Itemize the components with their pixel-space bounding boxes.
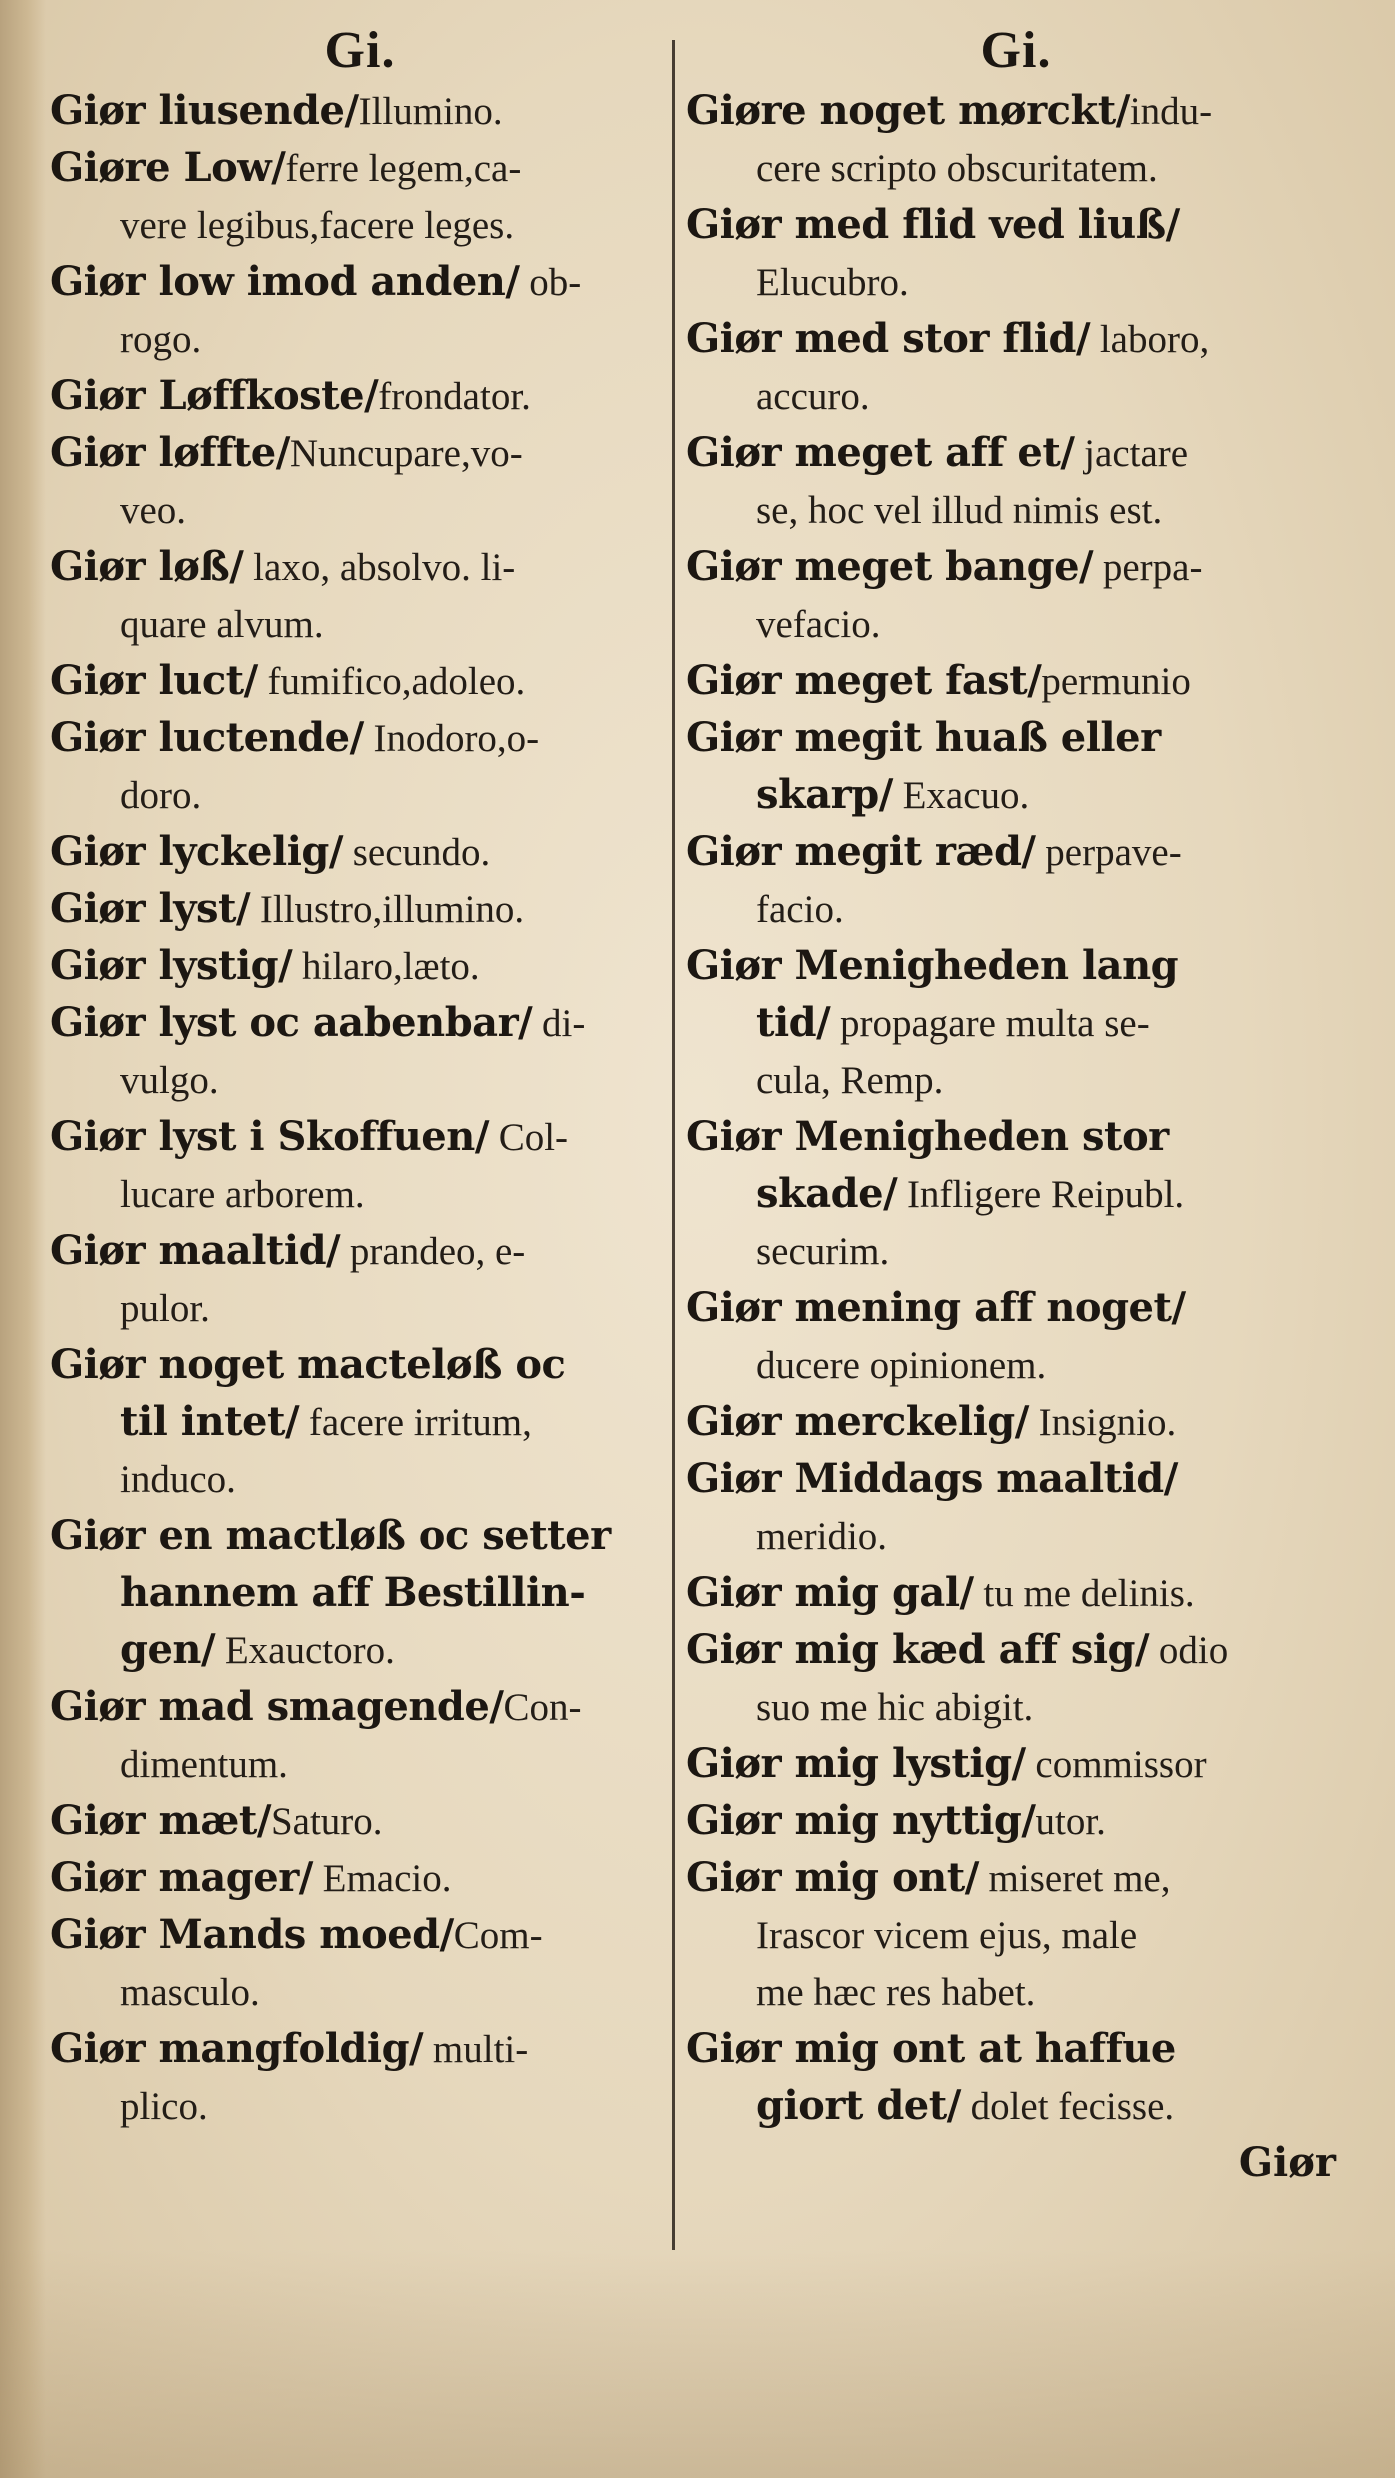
dictionary-entry [686, 823, 1346, 937]
danish-headword: Giør megit ræd/ [686, 828, 1036, 875]
latin-gloss: Nuncupare,vo- [289, 432, 523, 475]
latin-gloss: doro. [120, 774, 202, 817]
danish-headword: Giør meget aff et/ [686, 429, 1075, 476]
entry-line [50, 139, 670, 196]
entry-continuation-line [686, 1222, 1346, 1279]
entry-continuation-line [686, 1906, 1346, 1963]
running-head-left: Gi. [324, 22, 396, 79]
dictionary-entry [686, 1735, 1346, 1792]
entry-line [686, 652, 1346, 709]
dictionary-entry [50, 538, 670, 652]
entry-line [686, 1564, 1346, 1621]
latin-gloss: frondator. [378, 375, 531, 418]
latin-gloss: facio. [756, 888, 844, 931]
danish-headword: Giør lyst/ [50, 885, 251, 932]
entry-continuation-line [686, 1678, 1346, 1735]
danish-headword: Giør mangfoldig/ [50, 2025, 424, 2072]
entry-line [50, 1792, 670, 1849]
latin-gloss: Exacuo. [892, 774, 1030, 817]
entry-line [50, 367, 670, 424]
dictionary-entry [50, 82, 670, 139]
dictionary-entry [50, 823, 670, 880]
latin-gloss: pulor. [120, 1287, 210, 1330]
entry-continuation-line [686, 994, 1346, 1051]
dictionary-entry [686, 538, 1346, 652]
entry-line [50, 823, 670, 880]
right-column [686, 20, 1346, 2191]
latin-gloss: propagare multa se- [830, 1002, 1150, 1045]
latin-gloss: Con- [503, 1686, 582, 1729]
danish-headword: skade/ [756, 1170, 898, 1217]
dictionary-entry [50, 1906, 670, 2020]
danish-headword: gen/ [120, 1626, 216, 1673]
left-entry-list [50, 82, 670, 2134]
danish-headword: Giør maaltid/ [50, 1227, 341, 1274]
dictionary-entry [50, 139, 670, 253]
danish-headword: Giøre noget mørckt/ [686, 87, 1130, 134]
danish-headword: Giør mager/ [50, 1854, 313, 1901]
entry-line [50, 994, 670, 1051]
dictionary-entry [686, 1564, 1346, 1621]
dictionary-entry [686, 424, 1346, 538]
danish-headword: Giør mig lystig/ [686, 1740, 1026, 1787]
entry-continuation-line [50, 1051, 670, 1108]
danish-headword: Giør Mands moed/ [50, 1911, 454, 1958]
latin-gloss: me hæc res habet. [756, 1971, 1036, 2014]
entry-continuation-line [50, 595, 670, 652]
dictionary-entry [50, 652, 670, 709]
entry-continuation-line [50, 1735, 670, 1792]
catchword: Giør [1238, 2139, 1336, 2186]
entry-line [686, 538, 1346, 595]
entry-line [50, 1507, 670, 1564]
latin-gloss: dimentum. [120, 1743, 288, 1786]
dictionary-entry [686, 709, 1346, 823]
danish-headword: Giør løß/ [50, 543, 244, 590]
latin-gloss: secundo. [342, 831, 491, 874]
entry-continuation-line [686, 481, 1346, 538]
entry-line [50, 1336, 670, 1393]
latin-gloss: se, hoc vel illud nimis est. [756, 489, 1163, 532]
latin-gloss: utor. [1035, 1800, 1106, 1843]
danish-headword: hannem aff Bestillin- [120, 1569, 586, 1616]
latin-gloss: accuro. [756, 375, 870, 418]
entry-line [50, 652, 670, 709]
latin-gloss: Illumino. [358, 90, 503, 133]
danish-headword: giort det/ [756, 2082, 961, 2129]
entry-line [50, 1222, 670, 1279]
latin-gloss: Com- [453, 1914, 543, 1957]
entry-continuation-line [50, 1393, 670, 1450]
latin-gloss: vulgo. [120, 1059, 219, 1102]
danish-headword: Giør mad smagende/ [50, 1683, 504, 1730]
entry-line [686, 424, 1346, 481]
latin-gloss: vere legibus,facere leges. [120, 204, 515, 247]
latin-gloss: plico. [120, 2085, 208, 2128]
danish-headword: Giør mening aff noget/ [686, 1284, 1186, 1331]
danish-headword: Giør meget bange/ [686, 543, 1094, 590]
right-entry-list [686, 82, 1346, 2134]
latin-gloss: permunio [1041, 660, 1191, 703]
danish-headword: Giør low imod anden/ [50, 258, 520, 305]
dictionary-entry [50, 709, 670, 823]
dictionary-entry [686, 310, 1346, 424]
latin-gloss: commissor [1025, 1743, 1207, 1786]
dictionary-entry [50, 1336, 670, 1507]
entry-continuation-line [50, 1621, 670, 1678]
entry-line [686, 937, 1346, 994]
entry-continuation-line [686, 2077, 1346, 2134]
dictionary-entry [50, 1108, 670, 1222]
entry-line [50, 82, 670, 139]
danish-headword: Giør mæt/ [50, 1797, 271, 1844]
latin-gloss: di- [532, 1002, 586, 1045]
entry-continuation-line [686, 1165, 1346, 1222]
danish-headword: Giør Middags maaltid/ [686, 1455, 1178, 1502]
dictionary-entry [50, 880, 670, 937]
danish-headword: Giør med flid ved liuß/ [686, 201, 1180, 248]
entry-continuation-line [50, 1165, 670, 1222]
danish-headword: Giør mig kæd aff sig/ [686, 1626, 1150, 1673]
latin-gloss: Elucubro. [756, 261, 909, 304]
entry-line [686, 709, 1346, 766]
entry-continuation-line [50, 766, 670, 823]
entry-line [686, 823, 1346, 880]
entry-continuation-line [686, 880, 1346, 937]
column-divider [672, 40, 675, 2250]
danish-headword: til intet/ [120, 1398, 300, 1445]
entry-line [686, 82, 1346, 139]
entry-line [686, 1792, 1346, 1849]
dictionary-entry [50, 1849, 670, 1906]
entry-line [686, 196, 1346, 253]
danish-headword: Giør luct/ [50, 657, 258, 704]
dictionary-entry [686, 652, 1346, 709]
dictionary-entry [686, 2020, 1346, 2134]
dictionary-entry [686, 1108, 1346, 1279]
entry-line [50, 1678, 670, 1735]
latin-gloss: perpave- [1035, 831, 1182, 874]
latin-gloss: cula, Remp. [756, 1059, 944, 1102]
latin-gloss: Emacio. [312, 1857, 452, 1900]
entry-continuation-line [686, 595, 1346, 652]
danish-headword: Giør Menigheden stor [686, 1113, 1169, 1160]
running-head-right: Gi. [980, 22, 1052, 79]
danish-headword: Giør mig gal/ [686, 1569, 974, 1616]
latin-gloss: cere scripto obscuritatem. [756, 147, 1158, 190]
entry-line [686, 1450, 1346, 1507]
latin-gloss: securim. [756, 1230, 890, 1273]
danish-headword: skarp/ [756, 771, 893, 818]
latin-gloss: odio [1149, 1629, 1229, 1672]
latin-gloss: indu- [1129, 90, 1213, 133]
entry-continuation-line [686, 139, 1346, 196]
dictionary-entry [686, 82, 1346, 196]
entry-continuation-line [50, 1279, 670, 1336]
entry-line [50, 2020, 670, 2077]
latin-gloss: quare alvum. [120, 603, 324, 646]
latin-gloss: induco. [120, 1458, 236, 1501]
entry-continuation-line [50, 1963, 670, 2020]
entry-line [50, 880, 670, 937]
danish-headword: Giør en mactløß oc setter [50, 1512, 611, 1559]
danish-headword: Giør luctende/ [50, 714, 364, 761]
danish-headword: Giør løffte/ [50, 429, 290, 476]
latin-gloss: Col- [488, 1116, 569, 1159]
latin-gloss: Saturo. [270, 1800, 383, 1843]
entry-line [686, 310, 1346, 367]
dictionary-entry [50, 424, 670, 538]
latin-gloss: ob- [519, 261, 582, 304]
danish-headword: Giør lyckelig/ [50, 828, 343, 875]
latin-gloss: rogo. [120, 318, 202, 361]
dictionary-entry [686, 1279, 1346, 1393]
entry-continuation-line [50, 2077, 670, 2134]
latin-gloss: Irascor vicem ejus, male [756, 1914, 1138, 1957]
latin-gloss: vefacio. [756, 603, 881, 646]
entry-continuation-line [50, 1564, 670, 1621]
latin-gloss: Insignio. [1028, 1401, 1177, 1444]
latin-gloss: laxo, absolvo. li- [243, 546, 516, 589]
latin-gloss: ferre legem,ca- [285, 147, 522, 190]
danish-headword: Giør megit huaß eller [686, 714, 1161, 761]
entry-line [50, 937, 670, 994]
entry-continuation-line [686, 766, 1346, 823]
latin-gloss: masculo. [120, 1971, 260, 2014]
dictionary-entry [50, 367, 670, 424]
entry-continuation-line [50, 1450, 670, 1507]
dictionary-entry [50, 1222, 670, 1336]
latin-gloss: suo me hic abigit. [756, 1686, 1034, 1729]
danish-headword: Giør Løffkoste/ [50, 372, 379, 419]
entry-line [686, 1108, 1346, 1165]
entry-continuation-line [686, 1963, 1346, 2020]
latin-gloss: hilaro,læto. [292, 945, 480, 988]
entry-line [50, 709, 670, 766]
entry-continuation-line [686, 367, 1346, 424]
latin-gloss: Illustro,illumino. [250, 888, 525, 931]
danish-headword: Giør lyst oc aabenbar/ [50, 999, 533, 1046]
latin-gloss: Infligere Reipubl. [897, 1173, 1185, 1216]
dictionary-entry [50, 253, 670, 367]
latin-gloss: perpa- [1093, 546, 1203, 589]
entry-continuation-line [686, 1336, 1346, 1393]
entry-line [686, 1849, 1346, 1906]
entry-continuation-line [50, 310, 670, 367]
danish-headword: Giør med stor flid/ [686, 315, 1091, 362]
entry-continuation-line [686, 253, 1346, 310]
dictionary-entry [686, 1450, 1346, 1564]
dictionary-entry [686, 1393, 1346, 1450]
entry-line [50, 424, 670, 481]
latin-gloss: lucare arborem. [120, 1173, 365, 1216]
danish-headword: Giøre Low/ [50, 144, 286, 191]
entry-line [686, 1393, 1346, 1450]
latin-gloss: veo. [120, 489, 187, 532]
entry-line [50, 1849, 670, 1906]
dictionary-entry [686, 1621, 1346, 1735]
dictionary-entry [50, 937, 670, 994]
entry-continuation-line [686, 1051, 1346, 1108]
danish-headword: Giør noget macteløß oc [50, 1341, 566, 1388]
latin-gloss: Exauctoro. [215, 1629, 395, 1672]
latin-gloss: dolet fecisse. [960, 2085, 1175, 2128]
entry-continuation-line [50, 481, 670, 538]
danish-headword: Giør Menigheden lang [686, 942, 1179, 989]
dictionary-entry [50, 1792, 670, 1849]
latin-gloss: ducere opinionem. [756, 1344, 1047, 1387]
latin-gloss: laboro, [1090, 318, 1210, 361]
latin-gloss: facere irritum, [299, 1401, 532, 1444]
dictionary-entry [686, 196, 1346, 310]
dictionary-entry [686, 1792, 1346, 1849]
latin-gloss: meridio. [756, 1515, 888, 1558]
entry-line [50, 538, 670, 595]
entry-line [50, 1906, 670, 1963]
entry-continuation-line [686, 1507, 1346, 1564]
danish-headword: Giør mig ont/ [686, 1854, 979, 1901]
dictionary-entry [686, 1849, 1346, 2020]
dictionary-entry [686, 937, 1346, 1108]
left-column [50, 20, 670, 2134]
danish-headword: Giør lystig/ [50, 942, 293, 989]
danish-headword: Giør liusende/ [50, 87, 359, 134]
entry-line [686, 2020, 1346, 2077]
entry-line [50, 253, 670, 310]
dictionary-entry [50, 1678, 670, 1792]
danish-headword: tid/ [756, 999, 831, 1046]
page-bottom-shading [0, 2248, 1395, 2478]
entry-line [686, 1621, 1346, 1678]
danish-headword: Giør merckelig/ [686, 1398, 1029, 1445]
entry-line [686, 1279, 1346, 1336]
entry-continuation-line [50, 196, 670, 253]
latin-gloss: multi- [423, 2028, 529, 2071]
entry-line [50, 1108, 670, 1165]
danish-headword: Giør mig nyttig/ [686, 1797, 1036, 1844]
latin-gloss: prandeo, e- [340, 1230, 526, 1273]
latin-gloss: jactare [1074, 432, 1189, 475]
dictionary-entry [50, 994, 670, 1108]
danish-headword: Giør mig ont at haffue [686, 2025, 1176, 2072]
dictionary-entry [50, 2020, 670, 2134]
dictionary-entry [50, 1507, 670, 1678]
latin-gloss: fumifico,adoleo. [257, 660, 526, 703]
entry-line [686, 1735, 1346, 1792]
latin-gloss: miseret me, [978, 1857, 1171, 1900]
latin-gloss: Inodoro,o- [363, 717, 540, 760]
danish-headword: Giør meget fast/ [686, 657, 1042, 704]
page-spine-shadow [0, 0, 46, 2478]
danish-headword: Giør lyst i Skoffuen/ [50, 1113, 489, 1160]
latin-gloss: tu me delinis. [973, 1572, 1195, 1615]
